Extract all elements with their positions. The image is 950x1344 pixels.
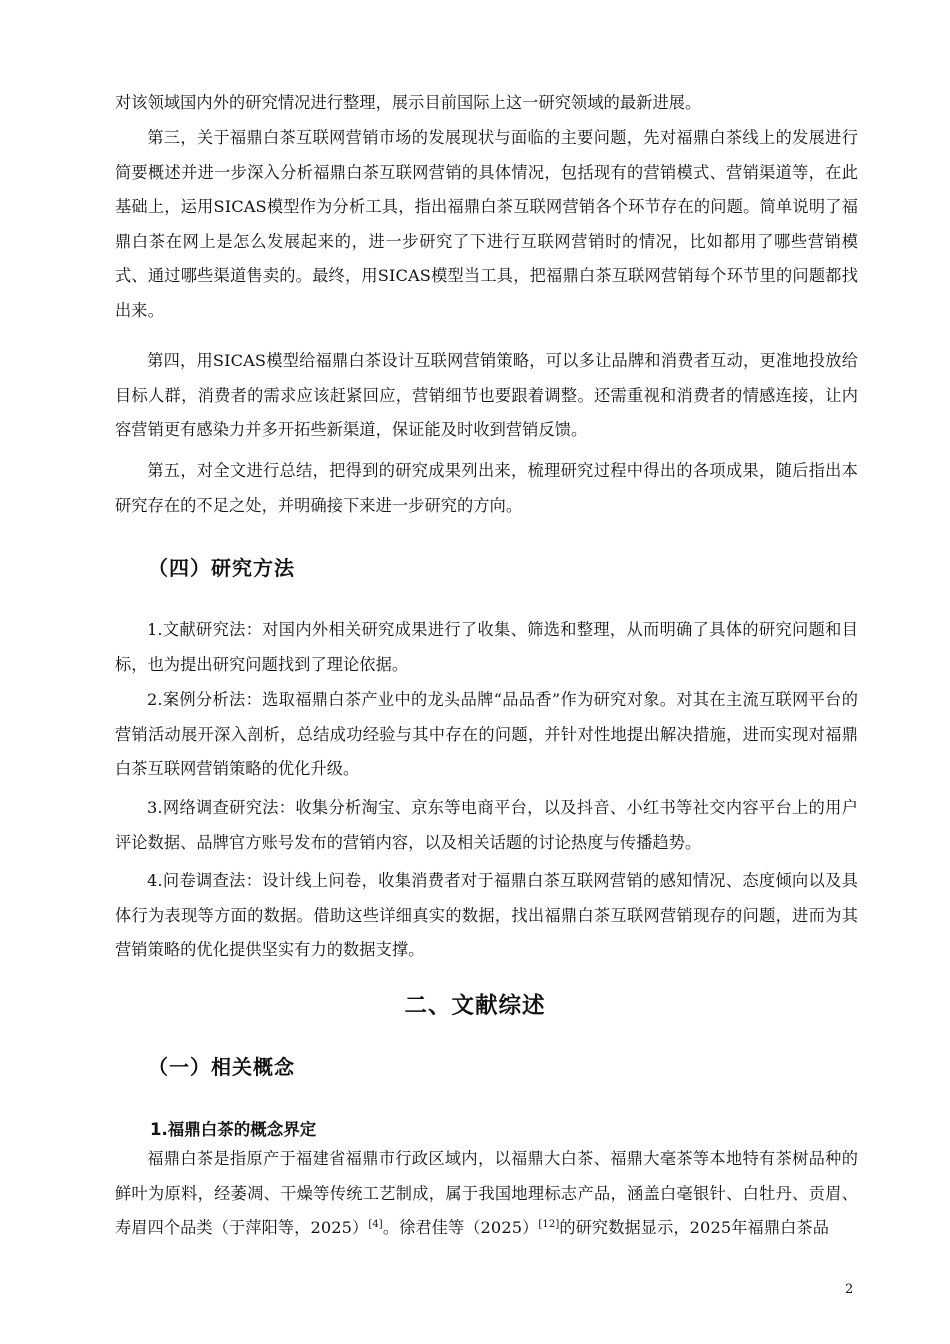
section-heading-concepts: （一）相关概念 <box>148 1055 295 1079</box>
method-item <box>115 613 858 682</box>
paragraph-text: 对该领域国内外的研究情况进行整理，展示目前国际上这一研究领域的最新进展。 <box>115 93 702 112</box>
paragraph-text: 福鼎白茶是指原产于福建省福鼎市行政区域内，以福鼎大白茶、福鼎大毫茶等本地特有茶树品种的鲜叶为原料，经萎凋、干燥等传统工艺制成，属于我国地理标志产品，涵盖白毫银针、白牡丹、贡眉、寿眉四个品类（于萍阳等，2025） <box>115 1149 858 1237</box>
page-number: 2 <box>845 1282 854 1297</box>
paragraph-third <box>115 121 858 328</box>
paragraph-text: 第四，用SICAS模型给福鼎白茶设计互联网营销策略，可以多让品牌和消费者互动，更准地投放给目标人群，消费者的需求应该赶紧回应，营销细节也要跟着调整。还需重视和消费者的情感连接，让内容营销更有感染力并多开拓些新渠道，保证能及时收到营销反馈。 <box>115 351 858 439</box>
paragraph-text: 第五，对全文进行总结，把得到的研究成果列出来，梳理研究过程中得出的各项成果，随后指出本研究存在的不足之处，并明确接下来进一步研究的方向。 <box>115 461 858 515</box>
paragraph-text: 第三，关于福鼎白茶互联网营销市场的发展现状与面临的主要问题，先对福鼎白茶线上的发展进行简要概述并进一步深入分析福鼎白茶互联网营销的具体情况，包括现有的营销模式、营销渠道等，在此基础上，运用SICAS模型作为分析工具，指出福鼎白茶互联网营销各个环节存在的问题。简单说明了福鼎白茶在网上是怎么发展起来的，进一步研究了下进行互联网营销时的情况，比如都用了哪些营销模式、通过哪些渠道售卖的。最终，用SICAS模型当工具，把福鼎白茶互联网营销每个环节里的问题都找出来。 <box>115 128 858 320</box>
chapter-heading: 二、文献综述 <box>404 993 546 1019</box>
paragraph-continuation <box>115 86 858 121</box>
method-text: 1.文献研究法：对国内外相关研究成果进行了收集、筛选和整理，从而明确了具体的研究问题和目标，也为提出研究问题找到了理论依据。 <box>115 620 858 674</box>
method-text: 4.问卷调查法：设计线上问卷，收集消费者对于福鼎白茶互联网营销的感知情况、态度倾向以及具体行为表现等方面的数据。借助这些详细真实的数据，找出福鼎白茶互联网营销现存的问题，进而为其营销策略的优化提供坚实有力的数据支撑。 <box>115 871 858 959</box>
citation-ref: [12] <box>538 1219 560 1230</box>
paragraph-definition <box>115 1142 858 1246</box>
method-item <box>115 864 858 968</box>
method-item <box>115 683 858 787</box>
method-text: 3.网络调查研究法：收集分析淘宝、京东等电商平台，以及抖音、小红书等社交内容平台上的用户评论数据、品牌官方账号发布的营销内容，以及相关话题的讨论热度与传播趋势。 <box>115 798 858 852</box>
paragraph-text: 的研究数据显示，2025年福鼎白茶品 <box>559 1218 829 1237</box>
paragraph-fourth <box>115 344 858 448</box>
paragraph-text: 。徐君佳等（2025） <box>382 1218 539 1237</box>
method-text: 2.案例分析法：选取福鼎白茶产业中的龙头品牌“品品香”作为研究对象。对其在主流互联网平台的营销活动展开深入剖析，总结成功经验与其中存在的问题，并针对性地提出解决措施，进而实现对福鼎白茶互联网营销策略的优化升级。 <box>115 690 858 778</box>
section-heading-methods: （四）研究方法 <box>148 556 295 580</box>
citation-ref: [4] <box>368 1219 383 1230</box>
subsection-heading: 1.福鼎白茶的概念界定 <box>150 1120 317 1139</box>
paragraph-fifth <box>115 454 858 523</box>
method-item <box>115 791 858 860</box>
